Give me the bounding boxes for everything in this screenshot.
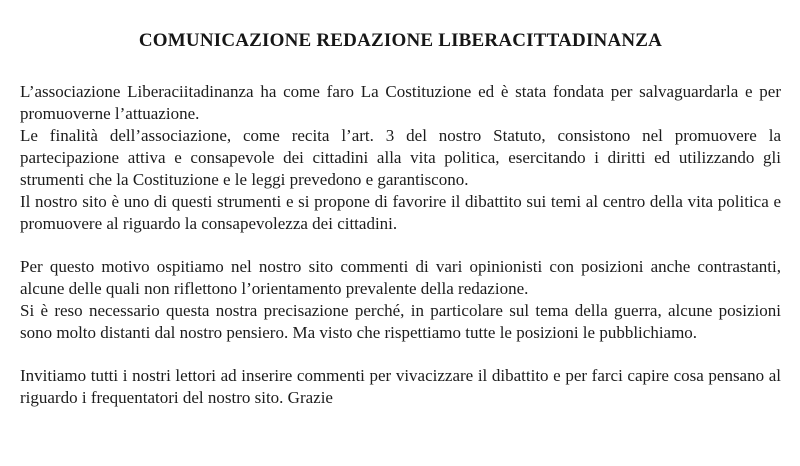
paragraph-opinionists: Per questo motivo ospitiamo nel nostro sito commenti di vari opinionisti con posizioni anche contrastanti, alcune delle quali non riflettono l’orientamento prevalente della redazione. xyxy=(20,257,781,298)
paragraph-clarification: Si è reso necessario questa nostra precisazione perché, in particolare sul tema della guerra, alcune posizioni sono molto distanti dal nostro pensiero. Ma visto che rispettiamo tutte le posizioni le pubblichiamo. xyxy=(20,301,781,342)
paragraph-statute-goals: Le finalità dell’associazione, come recita l’art. 3 del nostro Statuto, consistono nel promuovere la partecipazione attiva e consapevole dei cittadini alla vita politica, esercitando i diritti ed utilizzando gli strumenti che la Costituzione e le leggi prevedono e garantiscono. xyxy=(20,126,781,189)
paragraph-association-intro: L’associazione Liberaciitadinanza ha come faro La Costituzione ed è stata fondata per salvaguardarla e per promuoverne l’attuazione. xyxy=(20,82,781,123)
paragraph-site-purpose: Il nostro sito è uno di questi strumenti e si propone di favorire il dibattito sui temi al centro della vita politica e promuovere al riguardo la consapevolezza dei cittadini. xyxy=(20,192,781,233)
document-title: COMUNICAZIONE REDAZIONE LIBERACITTADINANZA xyxy=(138,30,663,51)
paragraph-invitation: Invitiamo tutti i nostri lettori ad inserire commenti per vivacizzare il dibattito e per farci capire cosa pensano al riguardo i frequentatori del nostro sito. Grazie xyxy=(20,366,781,407)
